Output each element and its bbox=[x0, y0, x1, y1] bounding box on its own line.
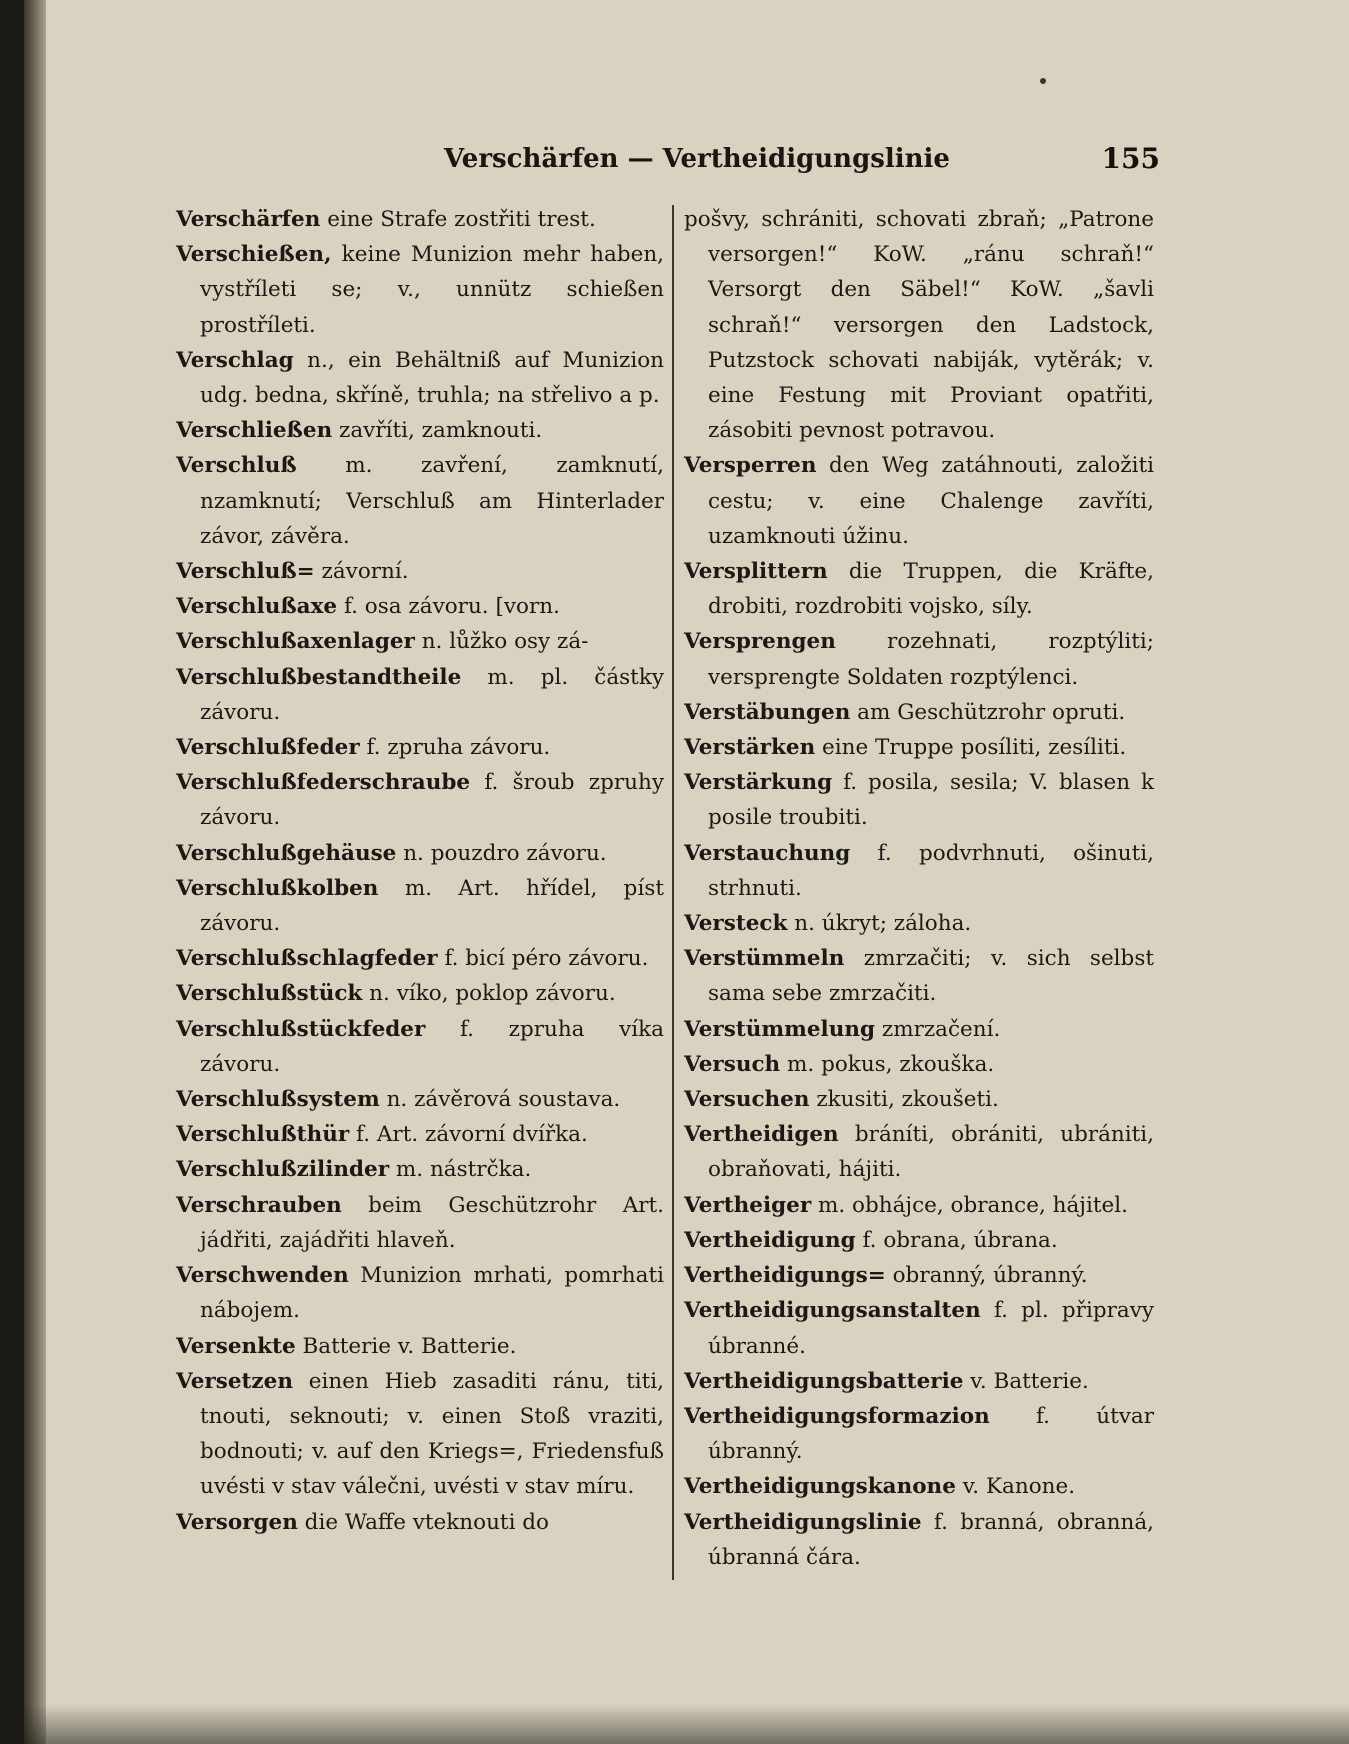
dictionary-entry: Vertheidigungsformazion f. útvar úbranný. bbox=[684, 1403, 1154, 1465]
headword: Versetzen bbox=[176, 1368, 293, 1394]
dictionary-entry: Verschärfen eine Strafe zostřiti trest. bbox=[176, 207, 596, 232]
headword: Vertheidigungsformazion bbox=[684, 1403, 990, 1429]
headword: Versplittern bbox=[684, 559, 828, 585]
dictionary-entry: Verschlußkolben m. Art. hřídel, píst závoru. bbox=[176, 875, 664, 937]
dictionary-entry: Verstümmelung zmrzačení. bbox=[684, 1016, 1001, 1042]
headword: Verschluß= bbox=[176, 559, 315, 585]
dictionary-entry: Vertheidigungslinie f. branná, obranná, úbranná čára. bbox=[684, 1509, 1154, 1570]
dictionary-entry: Verschlußfederschraube f. šroub zpruhy závoru. bbox=[176, 770, 664, 831]
dictionary-entry: Vertheidigungskanone v. Kanone. bbox=[684, 1474, 1076, 1500]
headword: Verschärfen bbox=[176, 207, 321, 232]
dictionary-entry: Verstauchung f. podvrhnuti, ošinuti, strhnuti. bbox=[684, 840, 1154, 901]
headword: Verstümmeln bbox=[684, 946, 845, 972]
dictionary-entry: Verschlußaxenlager n. lůžko osy zá- bbox=[176, 629, 589, 655]
dictionary-entry: Verschlußbestandtheile m. pl. částky závoru. bbox=[176, 664, 664, 725]
headword: Verschluß bbox=[176, 453, 297, 479]
dictionary-entry: Versteck n. úkryt; záloha. bbox=[684, 911, 972, 937]
ink-speck bbox=[1040, 78, 1046, 84]
headword: Verschlußschlagfeder bbox=[176, 946, 438, 972]
dictionary-entry: Verschlußstück n. víko, poklop závoru. bbox=[176, 981, 616, 1007]
dictionary-entry: Verstärken eine Truppe posíliti, zesíliti. bbox=[684, 735, 1127, 761]
headword: Verschlußaxenlager bbox=[176, 629, 415, 655]
page-bottom-shadow bbox=[24, 1704, 1349, 1744]
dictionary-entry: Verschlußthür f. Art. závorní dvířka. bbox=[176, 1122, 588, 1148]
headword: Vertheiger bbox=[684, 1192, 812, 1218]
headword: Vertheidigungskanone bbox=[684, 1474, 956, 1500]
dictionary-entry: Vertheidigungsbatterie v. Batterie. bbox=[684, 1368, 1089, 1394]
headword: Versenkte bbox=[176, 1333, 296, 1359]
headword: Verschrauben bbox=[176, 1192, 342, 1218]
headword: Vertheidigungsbatterie bbox=[684, 1368, 964, 1394]
dictionary-entry: Verschwenden Munizion mrhati, pomrhati nábojem. bbox=[176, 1263, 664, 1324]
dictionary-entry: Versprengen rozehnati, rozptýliti; versprengte Soldaten rozptýlenci. bbox=[684, 629, 1154, 690]
dictionary-entry: Vertheidigen bráníti, obrániti, ubrániti, obraňovati, hájiti. bbox=[684, 1122, 1154, 1183]
headword: Verschwenden bbox=[176, 1263, 349, 1289]
headword: Verstärken bbox=[684, 735, 816, 761]
headword: Verschlußfederschraube bbox=[176, 770, 471, 796]
headword: Vertheidigungsanstalten bbox=[684, 1298, 981, 1324]
headword: Verschlußfeder bbox=[176, 735, 360, 761]
dictionary-entry: Versplittern die Truppen, die Kräfte, drobiti, rozdrobiti vojsko, síly. bbox=[684, 559, 1154, 620]
headword: Verstärkung bbox=[684, 770, 833, 796]
dictionary-entry: Versenkte Batterie v. Batterie. bbox=[176, 1333, 517, 1359]
dictionary-entry: Versuchen zkusiti, zkoušeti. bbox=[684, 1087, 999, 1113]
dictionary-entry: Verstärkung f. posila, sesila; V. blasen k posile troubiti. bbox=[684, 770, 1154, 831]
dictionary-entry: Versetzen einen Hieb zasaditi ránu, titi, tnouti, seknouti; v. einen Stoß vraziti, bodnouti; v. auf den Kriegs=, Friedensfuß uvésti v stav válečni, uvésti v stav míru. bbox=[176, 1368, 664, 1500]
dictionary-entry: Vertheidigungsanstalten f. pl. připravy úbranné. bbox=[684, 1298, 1154, 1359]
page-number: 155 bbox=[1101, 142, 1160, 175]
dictionary-entry: Verschlußzilinder m. nástrčka. bbox=[176, 1157, 532, 1183]
dictionary-entry: Versuch m. pokus, zkouška. bbox=[684, 1051, 995, 1077]
column-divider bbox=[672, 205, 674, 1580]
headword: Versperren bbox=[684, 453, 817, 479]
headword: Verschlußstück bbox=[176, 981, 363, 1007]
dictionary-entry: Verstäbungen am Geschützrohr opruti. bbox=[684, 699, 1126, 725]
dictionary-entry: Verschluß m. zavření, zamknutí, nzamknutí; Verschluß am Hinterlader závor, závěra. bbox=[176, 453, 664, 549]
dictionary-entry: Verschießen, keine Munizion mehr haben, vystříleti se; v., unnütz schießen prostříleti. bbox=[176, 242, 664, 338]
headword: Verschießen, bbox=[176, 242, 332, 268]
headword: Verschlußkolben bbox=[176, 875, 379, 901]
headword: Verstauchung bbox=[684, 840, 851, 866]
headword: Verschlußthür bbox=[176, 1122, 350, 1148]
dictionary-entry: Verschrauben beim Geschützrohr Art. jádřiti, zajádřiti hlaveň. bbox=[176, 1192, 664, 1253]
headword: Verschlußaxe bbox=[176, 594, 338, 620]
headword: Verschlußzilinder bbox=[176, 1157, 390, 1183]
dictionary-entry: Verschlag n., ein Behältniß auf Munizion udg. bedna, skříně, truhla; na střelivo a p. bbox=[176, 347, 664, 409]
headword: Vertheidigungs= bbox=[684, 1263, 886, 1289]
dictionary-entry: Verschlußstückfeder f. zpruha víka závoru. bbox=[176, 1016, 664, 1077]
dictionary-entry: Verschlußsystem n. závěrová soustava. bbox=[176, 1087, 621, 1113]
headword: Versuch bbox=[684, 1051, 781, 1077]
headword: Verschlußsystem bbox=[176, 1087, 380, 1113]
headword: Versuchen bbox=[684, 1087, 810, 1113]
dictionary-entry: Vertheidigung f. obrana, úbrana. bbox=[684, 1227, 1058, 1253]
headword: Verschlußstückfeder bbox=[176, 1016, 426, 1042]
headword: Vertheidigungslinie bbox=[684, 1509, 922, 1535]
dictionary-entry: Verschlußfeder f. zpruha závoru. bbox=[176, 735, 551, 761]
right-column bbox=[684, 202, 1154, 1575]
book-spine-shadow bbox=[24, 0, 46, 1744]
left-column bbox=[176, 202, 664, 1540]
headword: Verschlußbestandtheile bbox=[176, 664, 462, 690]
headword: Verschließen bbox=[176, 418, 333, 444]
dictionary-entry: Verschlußaxe f. osa závoru. [vorn. bbox=[176, 594, 560, 620]
headword: Verschlag bbox=[176, 347, 294, 373]
dictionary-entry: Verschlußgehäuse n. pouzdro závoru. bbox=[176, 840, 607, 866]
dictionary-entry: Vertheidigungs= obranný, úbranný. bbox=[684, 1263, 1088, 1289]
dictionary-entry: Versorgen die Waffe vteknouti do bbox=[176, 1509, 549, 1535]
dictionary-entry: Verschluß= závorní. bbox=[176, 559, 409, 585]
headword: Versprengen bbox=[684, 629, 836, 655]
headword: Verschlußgehäuse bbox=[176, 840, 397, 866]
dictionary-entry: pošvy, schrániti, schovati zbraň; „Patrone versorgen!“ KoW. „ránu schraň!“ Versorgt den Säbel!“ KoW. „šavli schraň!“ versorgen den Ladstock, Putzstock schovati nabiják, vytěrák; v. eine Festung mit Proviant opatřiti, zásobiti pevnost potravou. bbox=[684, 207, 1154, 444]
book-page bbox=[24, 0, 1349, 1744]
dictionary-entry: Verschlußschlagfeder f. bicí péro závoru. bbox=[176, 946, 649, 972]
headword: Vertheidigen bbox=[684, 1122, 839, 1148]
headword: Verstümmelung bbox=[684, 1016, 876, 1042]
running-header bbox=[444, 144, 1160, 184]
running-head-title: Verschärfen — Vertheidigungslinie bbox=[444, 144, 950, 174]
headword: Verstäbungen bbox=[684, 699, 851, 725]
dictionary-entry: Vertheiger m. obhájce, obrance, hájitel. bbox=[684, 1192, 1128, 1218]
dictionary-entry: Versperren den Weg zatáhnouti, založiti cestu; v. eine Chalenge zavříti, uzamknouti úžinu. bbox=[684, 453, 1154, 549]
headword: Vertheidigung bbox=[684, 1227, 856, 1253]
headword: Versorgen bbox=[176, 1509, 298, 1535]
dictionary-entry: Verschließen zavříti, zamknouti. bbox=[176, 418, 543, 444]
headword: Versteck bbox=[684, 911, 788, 937]
dictionary-entry: Verstümmeln zmrzačiti; v. sich selbst sama sebe zmrzačiti. bbox=[684, 946, 1154, 1007]
